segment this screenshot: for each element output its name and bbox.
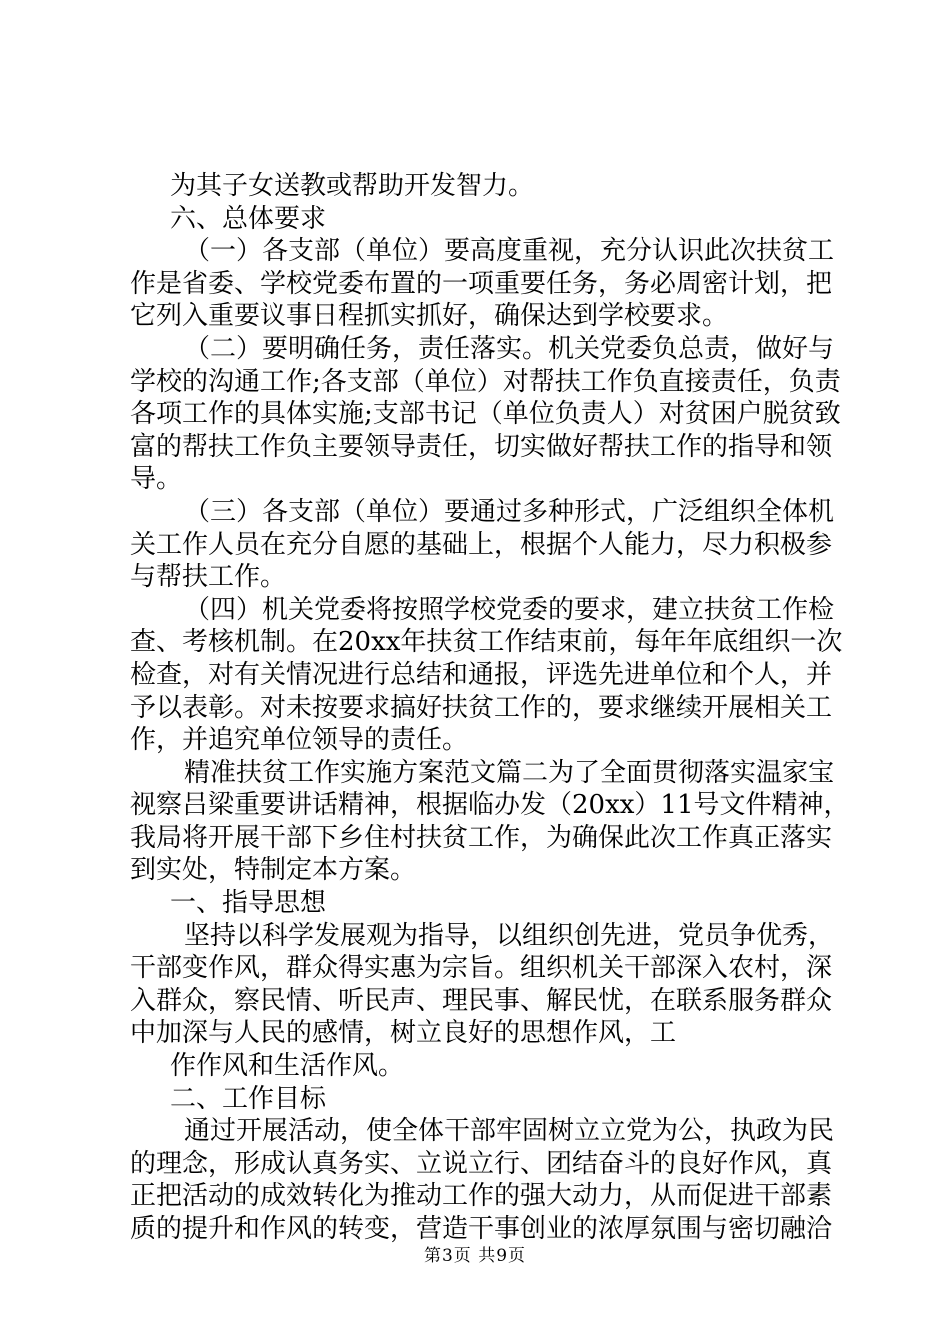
text-line: 到实处，特制定本方案。: [130, 855, 417, 886]
text-line: 为其子女送教或帮助开发智力。: [170, 171, 535, 201]
section-heading: 二、工作目标: [170, 1083, 327, 1114]
text-line: 作是省委、学校党委布置的一项重要任务，务必周密计划，把: [130, 268, 833, 299]
text-line: 坚持以科学发展观为指导，以组织创先进，党员争优秀，: [184, 920, 835, 951]
text-line: 我局将开展干部下乡住村扶贫工作，为确保此次工作真正落实: [130, 822, 833, 853]
text-line: 正把活动的成效转化为推动工作的强大动力，从而促进干部素: [130, 1181, 833, 1212]
section-heading: 六、总体要求: [170, 203, 327, 234]
text-line: （四）机关党委将按照学校党委的要求，建立扶贫工作检: [184, 594, 835, 625]
text-line: 中加深与人民的感情，树立良好的思想作风，工: [130, 1018, 677, 1049]
text-line: 入群众，察民情、听民声、理民事、解民忧，在联系服务群众: [130, 985, 833, 1016]
text-line: 予以表彰。对未按要求搞好扶贫工作的，要求继续开展相关工: [130, 692, 833, 723]
text-line: 关工作人员在充分自愿的基础上，根据个人能力，尽力积极参: [130, 529, 833, 560]
text-line: （二）要明确任务，责任落实。机关党委负总责，做好与: [184, 333, 835, 364]
text-line: 导。: [130, 464, 183, 495]
text-line: 作作风和生活作风。: [170, 1051, 405, 1082]
text-line: 作，并追究单位领导的责任。: [130, 725, 469, 756]
text-line: 查、考核机制。在20xx年扶贫工作结束前，每年年底组织一次: [130, 627, 843, 658]
text-line: 它列入重要议事日程抓实抓好，确保达到学校要求。: [130, 301, 729, 332]
text-line: 干部变作风，群众得实惠为宗旨。组织机关干部深入农村，深: [130, 953, 833, 984]
text-line: 富的帮扶工作负主要领导责任，切实做好帮扶工作的指导和领: [130, 431, 833, 462]
text-line: （一）各支部（单位）要高度重视，充分认识此次扶贫工: [184, 236, 835, 267]
section-heading: 一、指导思想: [170, 888, 327, 919]
text-line: 精准扶贫工作实施方案范文篇二为了全面贯彻落实温家宝: [184, 757, 835, 788]
text-line: 各项工作的具体实施;支部书记（单位负责人）对贫困户脱贫致: [130, 399, 841, 430]
text-line: 通过开展活动，使全体干部牢固树立立党为公，执政为民: [184, 1116, 835, 1147]
text-line: 的理念，形成认真务实、立说立行、团结奋斗的良好作风，真: [130, 1148, 833, 1179]
document-body: [130, 170, 850, 1246]
page-number: 第3页 共9页: [423, 1246, 527, 1266]
text-line: 与帮扶工作。: [130, 562, 287, 593]
text-line: （三）各支部（单位）要通过多种形式，广泛组织全体机: [184, 496, 835, 527]
text-line: 学校的沟通工作;各支部（单位）对帮扶工作负直接责任，负责: [130, 366, 841, 397]
text-line: 质的提升和作风的转变，营造干事创业的浓厚氛围与密切融洽: [130, 1214, 833, 1244]
text-line: 视察吕梁重要讲话精神，根据临办发（20xx）11号文件精神，: [130, 790, 850, 821]
text-line: 检查，对有关情况进行总结和通报，评选先进单位和个人，并: [130, 659, 833, 690]
